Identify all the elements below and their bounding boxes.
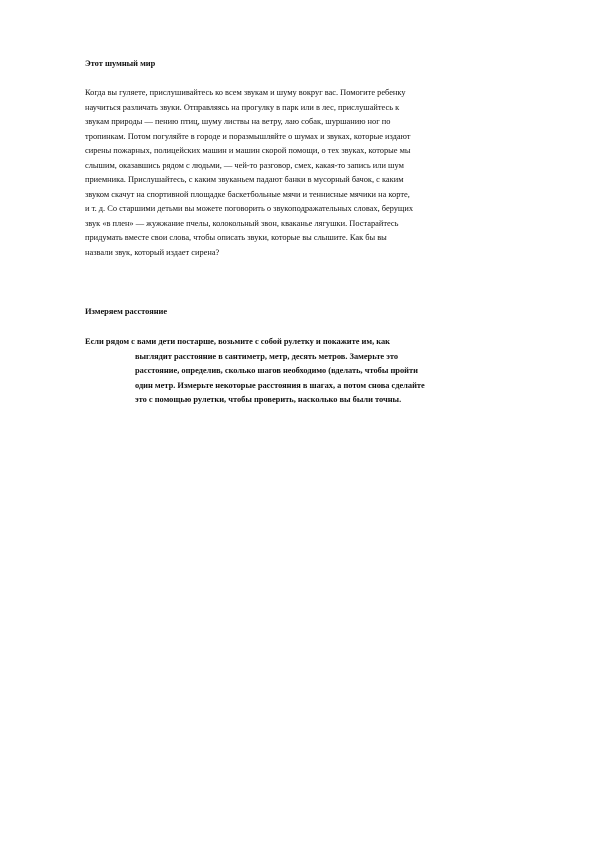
paragraph-line: сирены пожарных, полицейских машин и машин скорой помощи, о тех звуках, которые мы bbox=[85, 146, 411, 155]
paragraph-measuring-distance bbox=[85, 335, 525, 408]
paragraph-line: звук «в плен» — жужжание пчелы, колокольный звон, кваканье лягушки. Постарайтесь bbox=[85, 218, 399, 228]
paragraph-line: это с помощью рулетки, чтобы проверить, насколько вы были точны. bbox=[135, 395, 402, 404]
paragraph-line: расстояние, определив, сколько шагов необходимо (вделать, чтобы пройти bbox=[135, 366, 418, 375]
paragraph-line: Когда вы гуляете, прислушивайтесь ко всем звукам и шуму вокруг вас. Помогите ребенку bbox=[85, 88, 406, 97]
paragraph-line: Если рядом с вами дети постарше, возьмите с собой рулетку и покажите им, как bbox=[85, 337, 390, 346]
paragraph-line: звуком скачут на спортивной площадке баскетбольные мячи и теннисные мячики на корте, bbox=[85, 189, 410, 199]
paragraph-line: выглядит расстояние в сантиметр, метр, десять метров. Замерьте это bbox=[135, 351, 399, 361]
paragraph-line: один метр. Измерьте некоторые расстояния в шагах, а потом снова сделайте bbox=[135, 380, 425, 390]
paragraph-line: приемника. Прислушайтесь, с каким звуканьем падают банки в мусорный бачок, с каким bbox=[85, 175, 404, 184]
paragraph-line: придумать вместе свои слова, чтобы описать звуки, которые вы слышите. Как бы вы bbox=[85, 233, 387, 242]
section-title-measuring-distance: Измеряем расстояние bbox=[85, 307, 168, 316]
paragraph-line: и т. д. Со старшими детьми вы можете поговорить о звукоподражательных словах, берущих bbox=[85, 204, 414, 213]
paragraph-line: слышим, оказавшись рядом с людьми, — чей-то разговор, смех, какая-то запись или шум bbox=[85, 160, 404, 170]
paragraph-line: тропинкам. Потом погуляйте в городе и поразмышляйте о шумах и звуках, которые издают bbox=[85, 131, 411, 141]
paragraph-line: научиться различать звуки. Отправляясь на прогулку в парк или в лес, прислушайтесь к bbox=[85, 102, 400, 112]
paragraph-line: звукам природы — пению птиц, шуму листвы на ветру, лаю собак, шуршанию ног по bbox=[85, 117, 391, 126]
paragraph-line: назвали звук, который издает сирена? bbox=[85, 247, 220, 257]
section-title-noisy-world: Этот шумный мир bbox=[85, 59, 156, 68]
paragraph-noisy-world bbox=[85, 86, 525, 260]
